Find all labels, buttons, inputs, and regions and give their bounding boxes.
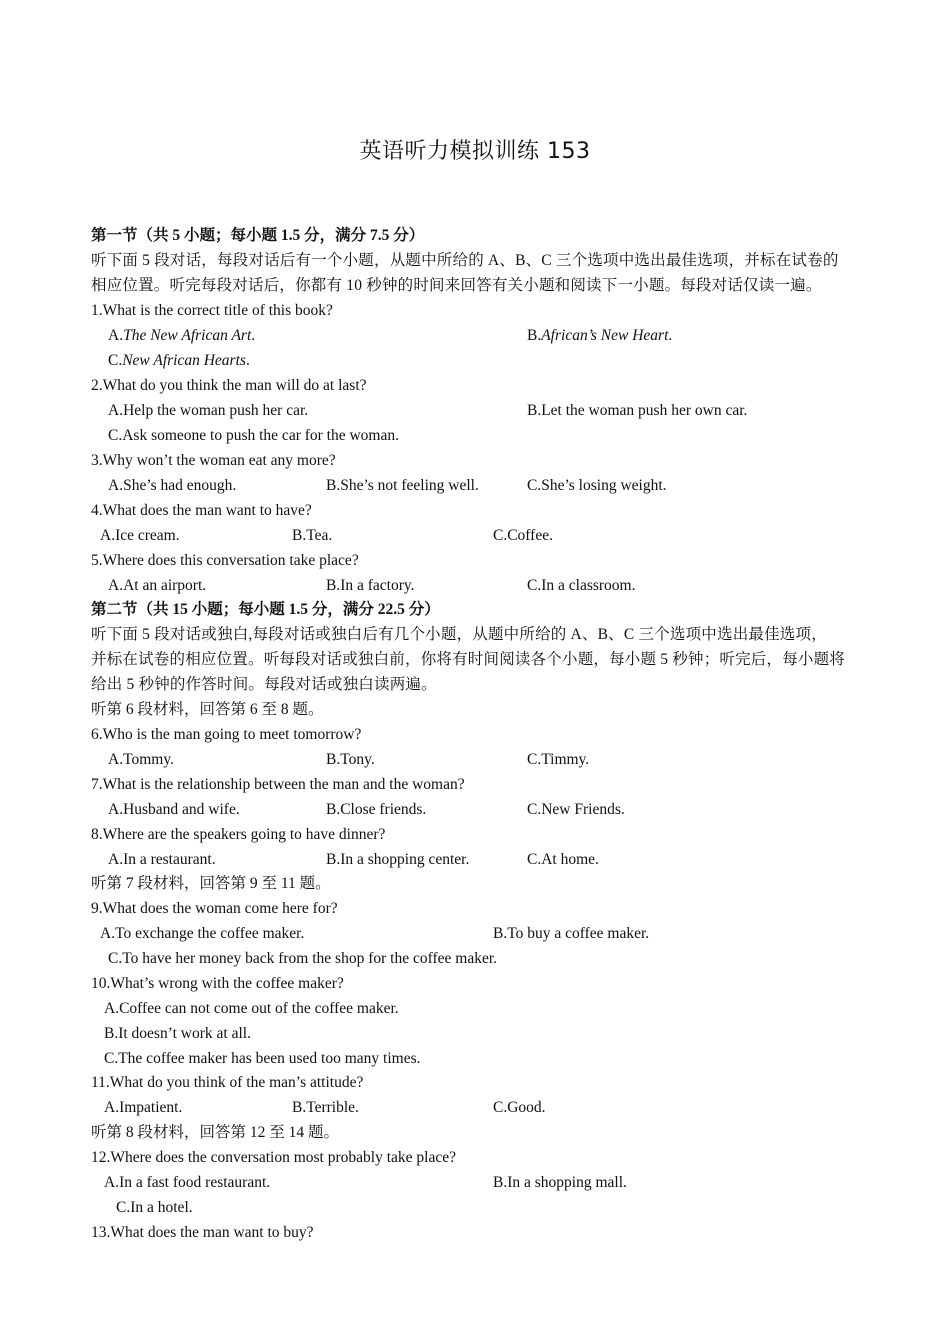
section-1-instructions-line: 相应位置。听完每段对话后，你都有 10 秒钟的时间来回答有关小题和阅读下一小题。每段对话仅读一遍。 — [91, 277, 822, 294]
book-title: The New African Art — [123, 327, 252, 344]
question-4-option-b: B.Tea. — [292, 527, 333, 544]
question-11-option-b: B.Terrible. — [292, 1099, 359, 1116]
section-1-instructions-line: 听下面 5 段对话，每段对话后有一个小题，从题中所给的 A、B、C 三个选项中选出最佳选项，并标在试卷的 — [91, 252, 839, 269]
question-2-option-b: B.Let the woman push her own car. — [527, 402, 748, 419]
page-title: 英语听力模拟训练 153 — [359, 139, 591, 164]
book-title: African’s New Heart — [541, 327, 669, 344]
option-punctuation: . — [668, 327, 673, 344]
question-7-stem: 7.What is the relationship between the man and the woman? — [91, 776, 465, 793]
question-7-option-a: A.Husband and wife. — [108, 801, 240, 818]
question-9-stem: 9.What does the woman come here for? — [91, 900, 338, 917]
question-9-option-c: C.To have her money back from the shop for the coffee maker. — [108, 950, 498, 967]
question-3-option-b: B.She’s not feeling well. — [326, 477, 479, 494]
option-letter: A. — [108, 327, 124, 344]
question-1-option-a — [108, 325, 255, 347]
question-9-option-a: A.To exchange the coffee maker. — [100, 925, 305, 942]
question-5-stem: 5.Where does this conversation take place? — [91, 552, 359, 569]
question-10-stem: 10.What’s wrong with the coffee maker? — [91, 975, 344, 992]
question-4-option-c: C.Coffee. — [493, 527, 553, 544]
section-1-heading: 第一节（共 5 小题；每小题 1.5 分，满分 7.5 分） — [91, 227, 425, 244]
question-6-option-c: C.Timmy. — [527, 751, 590, 768]
question-8-option-a: A.In a restaurant. — [108, 851, 216, 868]
question-2-option-a: A.Help the woman push her car. — [108, 402, 309, 419]
material-6-note: 听第 6 段材料，回答第 6 至 8 题。 — [91, 701, 324, 718]
question-10-option-a: A.Coffee can not come out of the coffee maker. — [104, 1000, 399, 1017]
question-2-stem: 2.What do you think the man will do at last? — [91, 377, 367, 394]
question-7-option-c: C.New Friends. — [527, 801, 625, 818]
book-title: New African Hearts — [122, 352, 246, 369]
question-5-option-c: C.In a classroom. — [527, 577, 636, 594]
question-12-option-a: A.In a fast food restaurant. — [104, 1174, 271, 1191]
material-7-note: 听第 7 段材料，回答第 9 至 11 题。 — [91, 875, 331, 892]
question-12-option-b: B.In a shopping mall. — [493, 1174, 627, 1191]
question-3-option-a: A.She’s had enough. — [108, 477, 237, 494]
question-1-stem: 1.What is the correct title of this book? — [91, 302, 333, 319]
question-5-option-b: B.In a factory. — [326, 577, 415, 594]
section-2-instructions-line: 并标在试卷的相应位置。听每段对话或独白前，你将有时间阅读各个小题，每小题 5 秒钟；听完后，每小题将 — [91, 651, 846, 668]
question-1-option-c — [108, 350, 250, 372]
material-8-note: 听第 8 段材料，回答第 12 至 14 题。 — [91, 1124, 340, 1141]
question-7-option-b: B.Close friends. — [326, 801, 427, 818]
question-8-option-b: B.In a shopping center. — [326, 851, 470, 868]
option-punctuation: . — [251, 327, 256, 344]
section-2-heading: 第二节（共 15 小题；每小题 1.5 分，满分 22.5 分） — [91, 601, 440, 618]
question-8-stem: 8.Where are the speakers going to have dinner? — [91, 826, 386, 843]
question-5-option-a: A.At an airport. — [108, 577, 207, 594]
option-letter: C. — [108, 352, 123, 369]
question-11-option-a: A.Impatient. — [104, 1099, 183, 1116]
question-11-option-c: C.Good. — [493, 1099, 546, 1116]
question-12-stem: 12.Where does the conversation most probably take place? — [91, 1149, 456, 1166]
option-letter: B. — [527, 327, 542, 344]
question-6-stem: 6.Who is the man going to meet tomorrow? — [91, 726, 362, 743]
question-6-option-a: A.Tommy. — [108, 751, 174, 768]
question-12-option-c: C.In a hotel. — [116, 1199, 193, 1216]
question-13-stem: 13.What does the man want to buy? — [91, 1224, 314, 1241]
question-4-option-a: A.Ice cream. — [100, 527, 180, 544]
question-3-option-c: C.She’s losing weight. — [527, 477, 667, 494]
section-2-instructions-line: 给出 5 秒钟的作答时间。每段对话或独白读两遍。 — [91, 676, 437, 693]
question-11-stem: 11.What do you think of the man’s attitude? — [91, 1074, 364, 1091]
question-6-option-b: B.Tony. — [326, 751, 375, 768]
question-1-option-b — [527, 325, 672, 347]
option-punctuation: . — [245, 352, 250, 369]
question-4-stem: 4.What does the man want to have? — [91, 502, 312, 519]
question-8-option-c: C.At home. — [527, 851, 599, 868]
question-2-option-c: C.Ask someone to push the car for the woman. — [108, 427, 399, 444]
question-9-option-b: B.To buy a coffee maker. — [493, 925, 650, 942]
question-10-option-b: B.It doesn’t work at all. — [104, 1025, 251, 1042]
question-3-stem: 3.Why won’t the woman eat any more? — [91, 452, 336, 469]
section-2-instructions-line: 听下面 5 段对话或独白,每段对话或独白后有几个小题，从题中所给的 A、B、C 三个选项中选出最佳选项， — [91, 626, 827, 643]
question-10-option-c: C.The coffee maker has been used too many times. — [104, 1050, 421, 1067]
